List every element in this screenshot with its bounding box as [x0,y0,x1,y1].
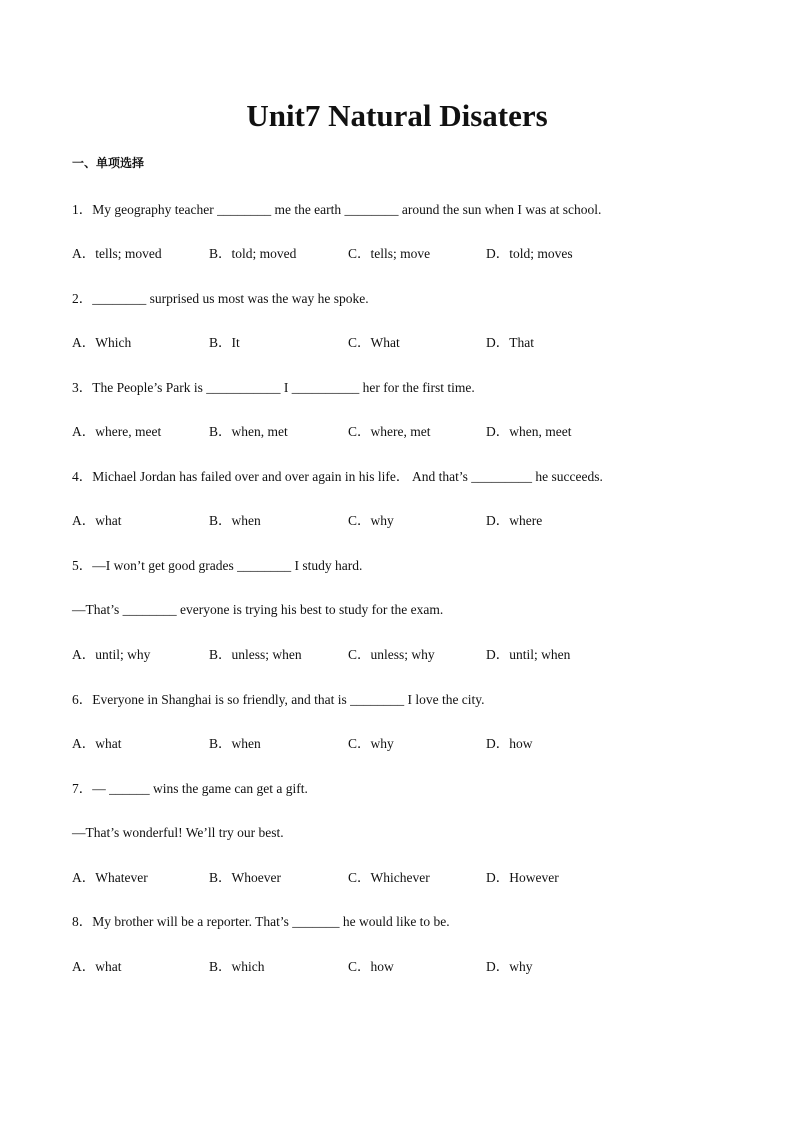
question-7-options [72,868,632,888]
question-3-stem: 3．The People’s Park is ___________ I __________ her for the first time. [72,380,475,395]
question-4-stem: 4．Michael Jordan has failed over and over again in his life． And that’s _________ he succeeds. [72,469,603,484]
option-d: D．That [486,335,534,350]
option-a: A．what [72,959,122,974]
option-d: D．when, meet [486,424,572,439]
option-d: D．where [486,513,543,528]
option-c: C．why [348,736,394,751]
option-a: A．Which [72,335,132,350]
question-5-stem-reply: —That’s ________ everyone is trying his best to study for the exam. [72,602,444,617]
option-c: C．tells; move [348,246,431,261]
question-6-stem: 6．Everyone in Shanghai is so friendly, and that is ________ I love the city. [72,692,485,707]
option-c: C．Whichever [348,870,430,885]
question-5-stem: 5．—I won’t get good grades ________ I study hard. [72,558,363,573]
option-b: B．unless; when [209,647,302,662]
question-7-stem-reply: —That’s wonderful! We’ll try our best. [72,825,284,840]
option-a: A．what [72,736,122,751]
option-b: B．Whoever [209,870,281,885]
question-2-options [72,333,632,353]
option-b: B．which [209,959,265,974]
option-b: B．told; moved [209,246,297,261]
question-7-stem: 7．— ______ wins the game can get a gift. [72,781,308,796]
question-3-options [72,422,632,442]
option-d: D．However [486,870,559,885]
option-b: B．It [209,335,240,350]
option-b: B．when [209,513,261,528]
option-c: C．where, met [348,424,431,439]
option-b: B．when [209,736,261,751]
question-1-options [72,244,632,264]
option-a: A．what [72,513,122,528]
option-c: C．why [348,513,394,528]
option-c: C．What [348,335,400,350]
question-4-options [72,511,632,531]
page-title: Unit7 Natural Disaters [246,98,548,133]
option-c: C．how [348,959,394,974]
option-c: C．unless; why [348,647,435,662]
option-a: A．Whatever [72,870,148,885]
question-8-options [72,957,632,977]
option-b: B．when, met [209,424,288,439]
option-d: D．until; when [486,647,571,662]
section-heading: 一、单项选择 [72,156,145,170]
option-a: A．until; why [72,647,151,662]
question-5-options [72,645,632,665]
question-1-stem: 1．My geography teacher ________ me the earth ________ around the sun when I was at school. [72,202,602,217]
option-d: D．told; moves [486,246,573,261]
question-8-stem: 8．My brother will be a reporter. That’s _______ he would like to be. [72,914,450,929]
option-a: A．where, meet [72,424,162,439]
question-2-stem: 2．________ surprised us most was the way he spoke. [72,291,369,306]
option-d: D．how [486,736,533,751]
option-d: D．why [486,959,533,974]
option-a: A．tells; moved [72,246,162,261]
question-6-options [72,734,632,754]
